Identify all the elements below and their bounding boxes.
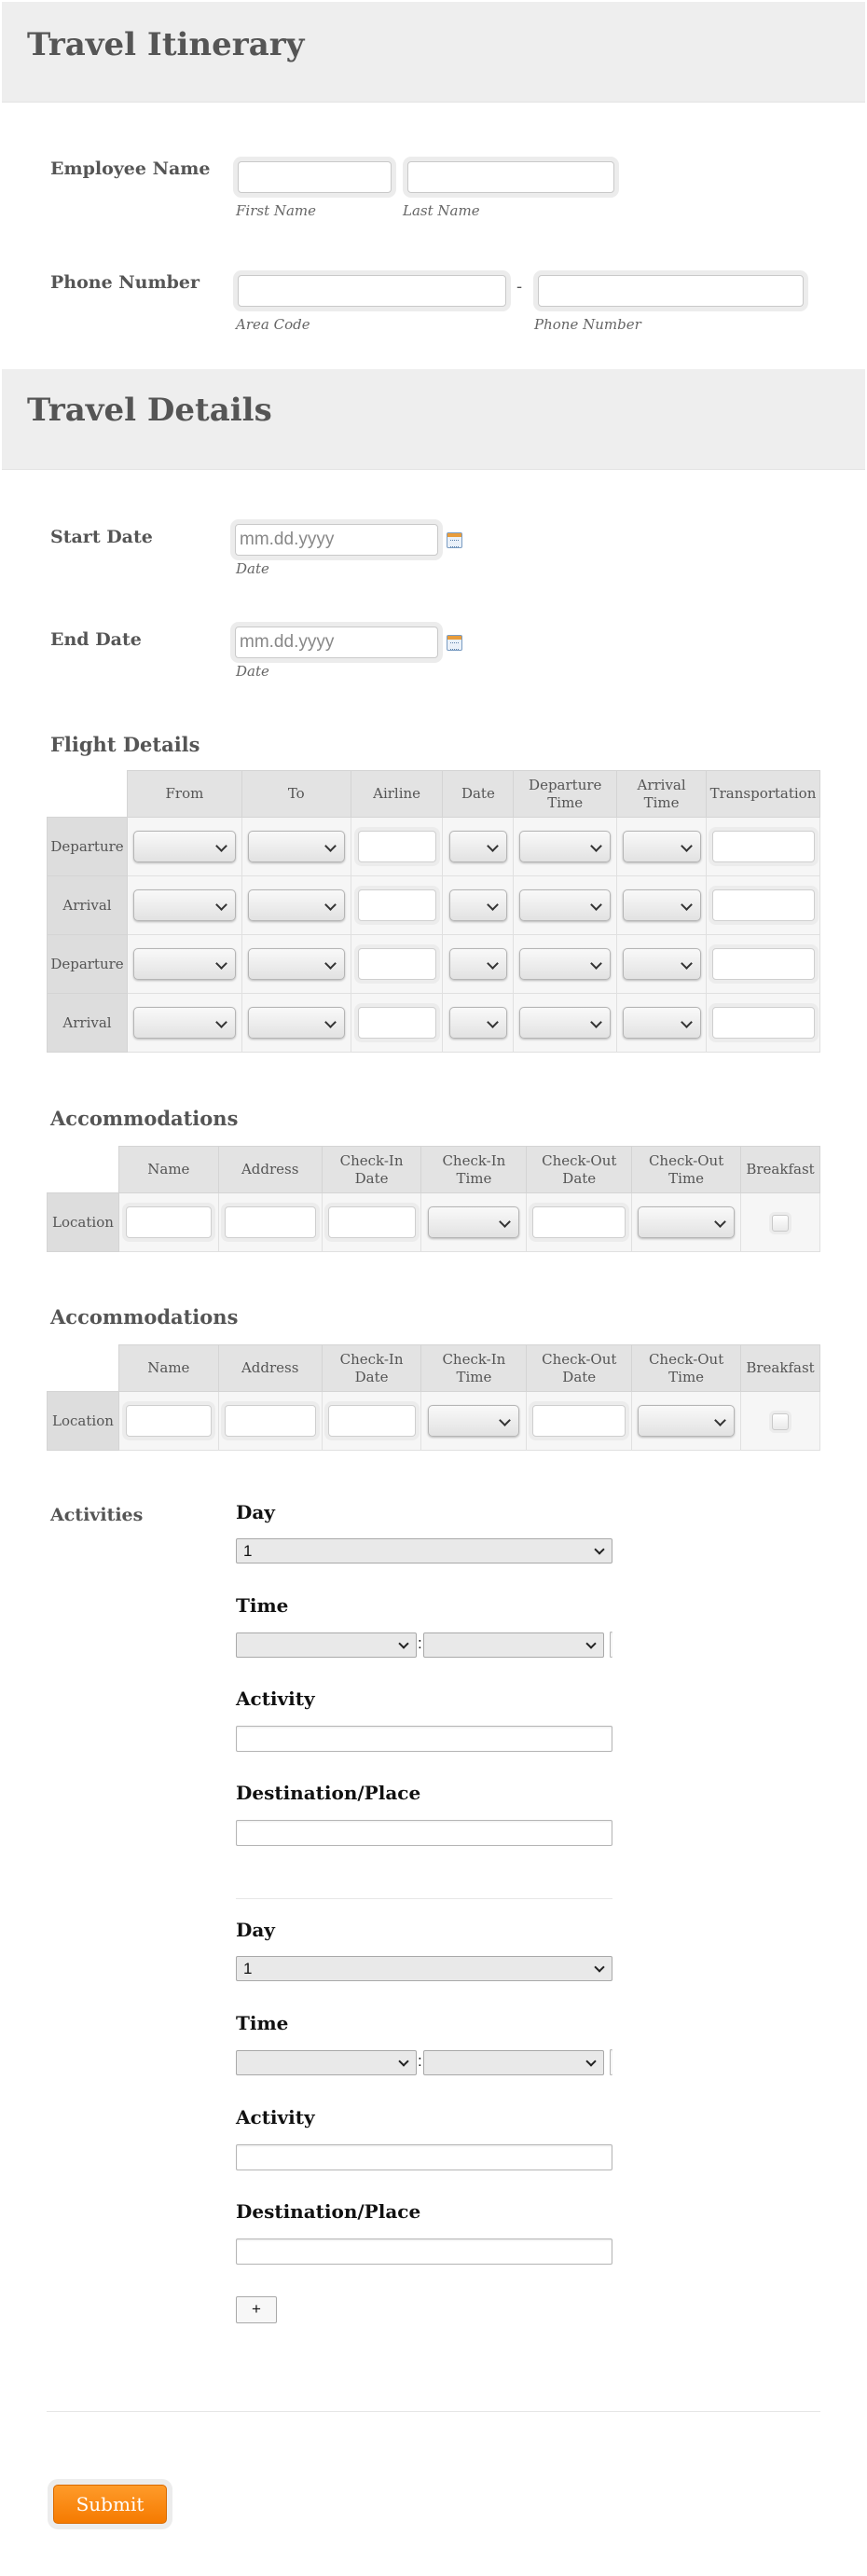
date-select[interactable] — [449, 889, 507, 921]
travel-details-band — [2, 369, 865, 470]
accommodations-title: Accommodations — [50, 1107, 239, 1130]
end-date-sublabel: Date — [236, 663, 269, 680]
to-select[interactable] — [248, 948, 345, 980]
column-header: Transportation — [707, 771, 820, 818]
column-header: Date — [443, 771, 514, 818]
column-header: Breakfast — [741, 1147, 820, 1193]
phone-number-input[interactable] — [538, 275, 804, 307]
check-in-time-select[interactable] — [428, 1405, 519, 1437]
row-header: Departure — [48, 935, 128, 994]
arrival-time-select[interactable] — [623, 831, 701, 862]
column-header: From — [127, 771, 241, 818]
check-out-time-select[interactable] — [638, 1206, 735, 1238]
column-header: Breakfast — [741, 1345, 820, 1392]
column-header: To — [241, 771, 351, 818]
column-header: Check-In Date — [322, 1147, 421, 1193]
date-select[interactable] — [449, 1007, 507, 1039]
calendar-icon[interactable] — [447, 532, 462, 548]
end-date-input[interactable]: mm.dd.yyyy — [235, 627, 438, 658]
column-header: Name — [118, 1147, 218, 1193]
column-header: Check-In Time — [421, 1345, 527, 1392]
column-header: Check-In Time — [421, 1147, 527, 1193]
table-row — [48, 818, 820, 876]
time-separator: : — [418, 2052, 422, 2070]
table-row — [48, 935, 820, 994]
transportation-input[interactable] — [712, 831, 815, 862]
start-date-label: Start Date — [50, 527, 153, 547]
form-divider — [47, 2411, 820, 2412]
hour-select[interactable] — [236, 2050, 417, 2075]
destination-label: Destination/Place — [236, 1782, 421, 1804]
column-header: Address — [218, 1147, 322, 1193]
check-out-date-input[interactable] — [532, 1206, 626, 1238]
transportation-input[interactable] — [712, 889, 815, 921]
accommodations-table — [47, 1146, 820, 1252]
column-header: Check-Out Time — [632, 1147, 741, 1193]
breakfast-checkbox[interactable] — [772, 1215, 789, 1232]
to-select[interactable] — [248, 1007, 345, 1039]
table-corner — [48, 1147, 119, 1193]
destination-label: Destination/Place — [236, 2200, 421, 2223]
phone-separator: - — [516, 277, 523, 296]
airline-input[interactable] — [358, 831, 436, 862]
phone-number-label: Phone Number — [50, 272, 200, 293]
activity-label: Activity — [236, 1687, 315, 1710]
transportation-input[interactable] — [712, 948, 815, 980]
area-code-input[interactable] — [238, 275, 506, 307]
column-header: Airline — [351, 771, 443, 818]
first-name-sublabel: First Name — [236, 202, 317, 219]
table-row — [48, 994, 820, 1053]
last-name-input[interactable] — [407, 161, 614, 193]
submit-button[interactable]: Submit — [53, 2485, 167, 2524]
area-code-sublabel: Area Code — [236, 316, 310, 333]
accommodations-table — [47, 1344, 820, 1451]
to-select[interactable] — [248, 889, 345, 921]
accommodations-title: Accommodations — [50, 1305, 239, 1329]
hour-select[interactable] — [236, 1632, 417, 1658]
header-band — [2, 2, 865, 103]
name-input[interactable] — [126, 1405, 212, 1437]
day-select[interactable]: 1 — [236, 1538, 612, 1564]
column-header: Check-In Date — [322, 1345, 421, 1392]
name-input[interactable] — [126, 1206, 212, 1238]
column-header: Check-Out Time — [632, 1345, 741, 1392]
from-select[interactable] — [133, 889, 236, 921]
address-input[interactable] — [225, 1206, 316, 1238]
time-label: Time — [236, 2012, 289, 2034]
activity-input[interactable] — [236, 1726, 612, 1752]
minute-select[interactable] — [423, 1632, 604, 1658]
from-select[interactable] — [133, 831, 236, 862]
day-label: Day — [236, 1501, 275, 1523]
ampm-select[interactable] — [610, 2049, 612, 2075]
row-header: Arrival — [48, 876, 128, 935]
add-activity-button[interactable]: + — [236, 2296, 277, 2323]
departure-time-select[interactable] — [519, 1007, 611, 1039]
address-input[interactable] — [225, 1405, 316, 1437]
departure-time-select[interactable] — [519, 889, 611, 921]
breakfast-checkbox[interactable] — [772, 1413, 789, 1430]
arrival-time-select[interactable] — [623, 948, 701, 980]
time-separator: : — [418, 1634, 422, 1652]
last-name-sublabel: Last Name — [403, 202, 480, 219]
to-select[interactable] — [248, 831, 345, 862]
column-header: Check-Out Date — [527, 1345, 632, 1392]
date-select[interactable] — [449, 831, 507, 862]
check-out-date-input[interactable] — [532, 1405, 626, 1437]
first-name-input[interactable] — [238, 161, 392, 193]
from-select[interactable] — [133, 948, 236, 980]
destination-input[interactable] — [236, 2239, 612, 2265]
row-header: Location — [48, 1392, 119, 1451]
departure-time-select[interactable] — [519, 948, 611, 980]
transportation-input[interactable] — [712, 1007, 815, 1039]
day-label: Day — [236, 1919, 275, 1941]
from-select[interactable] — [133, 1007, 236, 1039]
check-in-date-input[interactable] — [328, 1405, 416, 1437]
column-header: Departure Time — [514, 771, 617, 818]
airline-input[interactable] — [358, 948, 436, 980]
employee-name-label: Employee Name — [50, 158, 211, 179]
table-row — [48, 1392, 820, 1451]
destination-input[interactable] — [236, 1820, 612, 1846]
activities-label: Activities — [50, 1505, 144, 1525]
departure-time-select[interactable] — [519, 831, 611, 862]
check-out-time-select[interactable] — [638, 1405, 735, 1437]
minute-select[interactable] — [423, 2050, 604, 2075]
column-header: Arrival Time — [617, 771, 707, 818]
table-row — [48, 1193, 820, 1252]
row-header: Arrival — [48, 994, 128, 1053]
arrival-time-select[interactable] — [623, 1007, 701, 1039]
activity-label: Activity — [236, 2106, 315, 2128]
check-in-date-input[interactable] — [328, 1206, 416, 1238]
flight-details-table — [47, 770, 820, 1053]
arrival-time-select[interactable] — [623, 889, 701, 921]
date-select[interactable] — [449, 948, 507, 980]
start-date-input[interactable]: mm.dd.yyyy — [235, 524, 438, 556]
check-in-time-select[interactable] — [428, 1206, 519, 1238]
activity-input[interactable] — [236, 2144, 612, 2170]
row-header: Departure — [48, 818, 128, 876]
airline-input[interactable] — [358, 1007, 436, 1039]
row-header: Location — [48, 1193, 119, 1252]
flight-details-title: Flight Details — [50, 733, 200, 756]
column-header: Name — [118, 1345, 218, 1392]
day-select[interactable]: 1 — [236, 1956, 612, 1981]
column-header: Address — [218, 1345, 322, 1392]
table-corner — [48, 771, 128, 818]
column-header: Check-Out Date — [527, 1147, 632, 1193]
start-date-sublabel: Date — [236, 560, 269, 577]
table-row — [48, 876, 820, 935]
airline-input[interactable] — [358, 889, 436, 921]
ampm-select[interactable] — [610, 1632, 612, 1658]
phone-number-sublabel: Phone Number — [534, 316, 641, 333]
table-corner — [48, 1345, 119, 1392]
calendar-icon[interactable] — [447, 635, 462, 651]
page-title: Travel Itinerary — [27, 26, 305, 63]
time-label: Time — [236, 1594, 289, 1617]
travel-details-title: Travel Details — [27, 392, 272, 429]
end-date-label: End Date — [50, 629, 142, 650]
entry-divider — [236, 1898, 612, 1899]
